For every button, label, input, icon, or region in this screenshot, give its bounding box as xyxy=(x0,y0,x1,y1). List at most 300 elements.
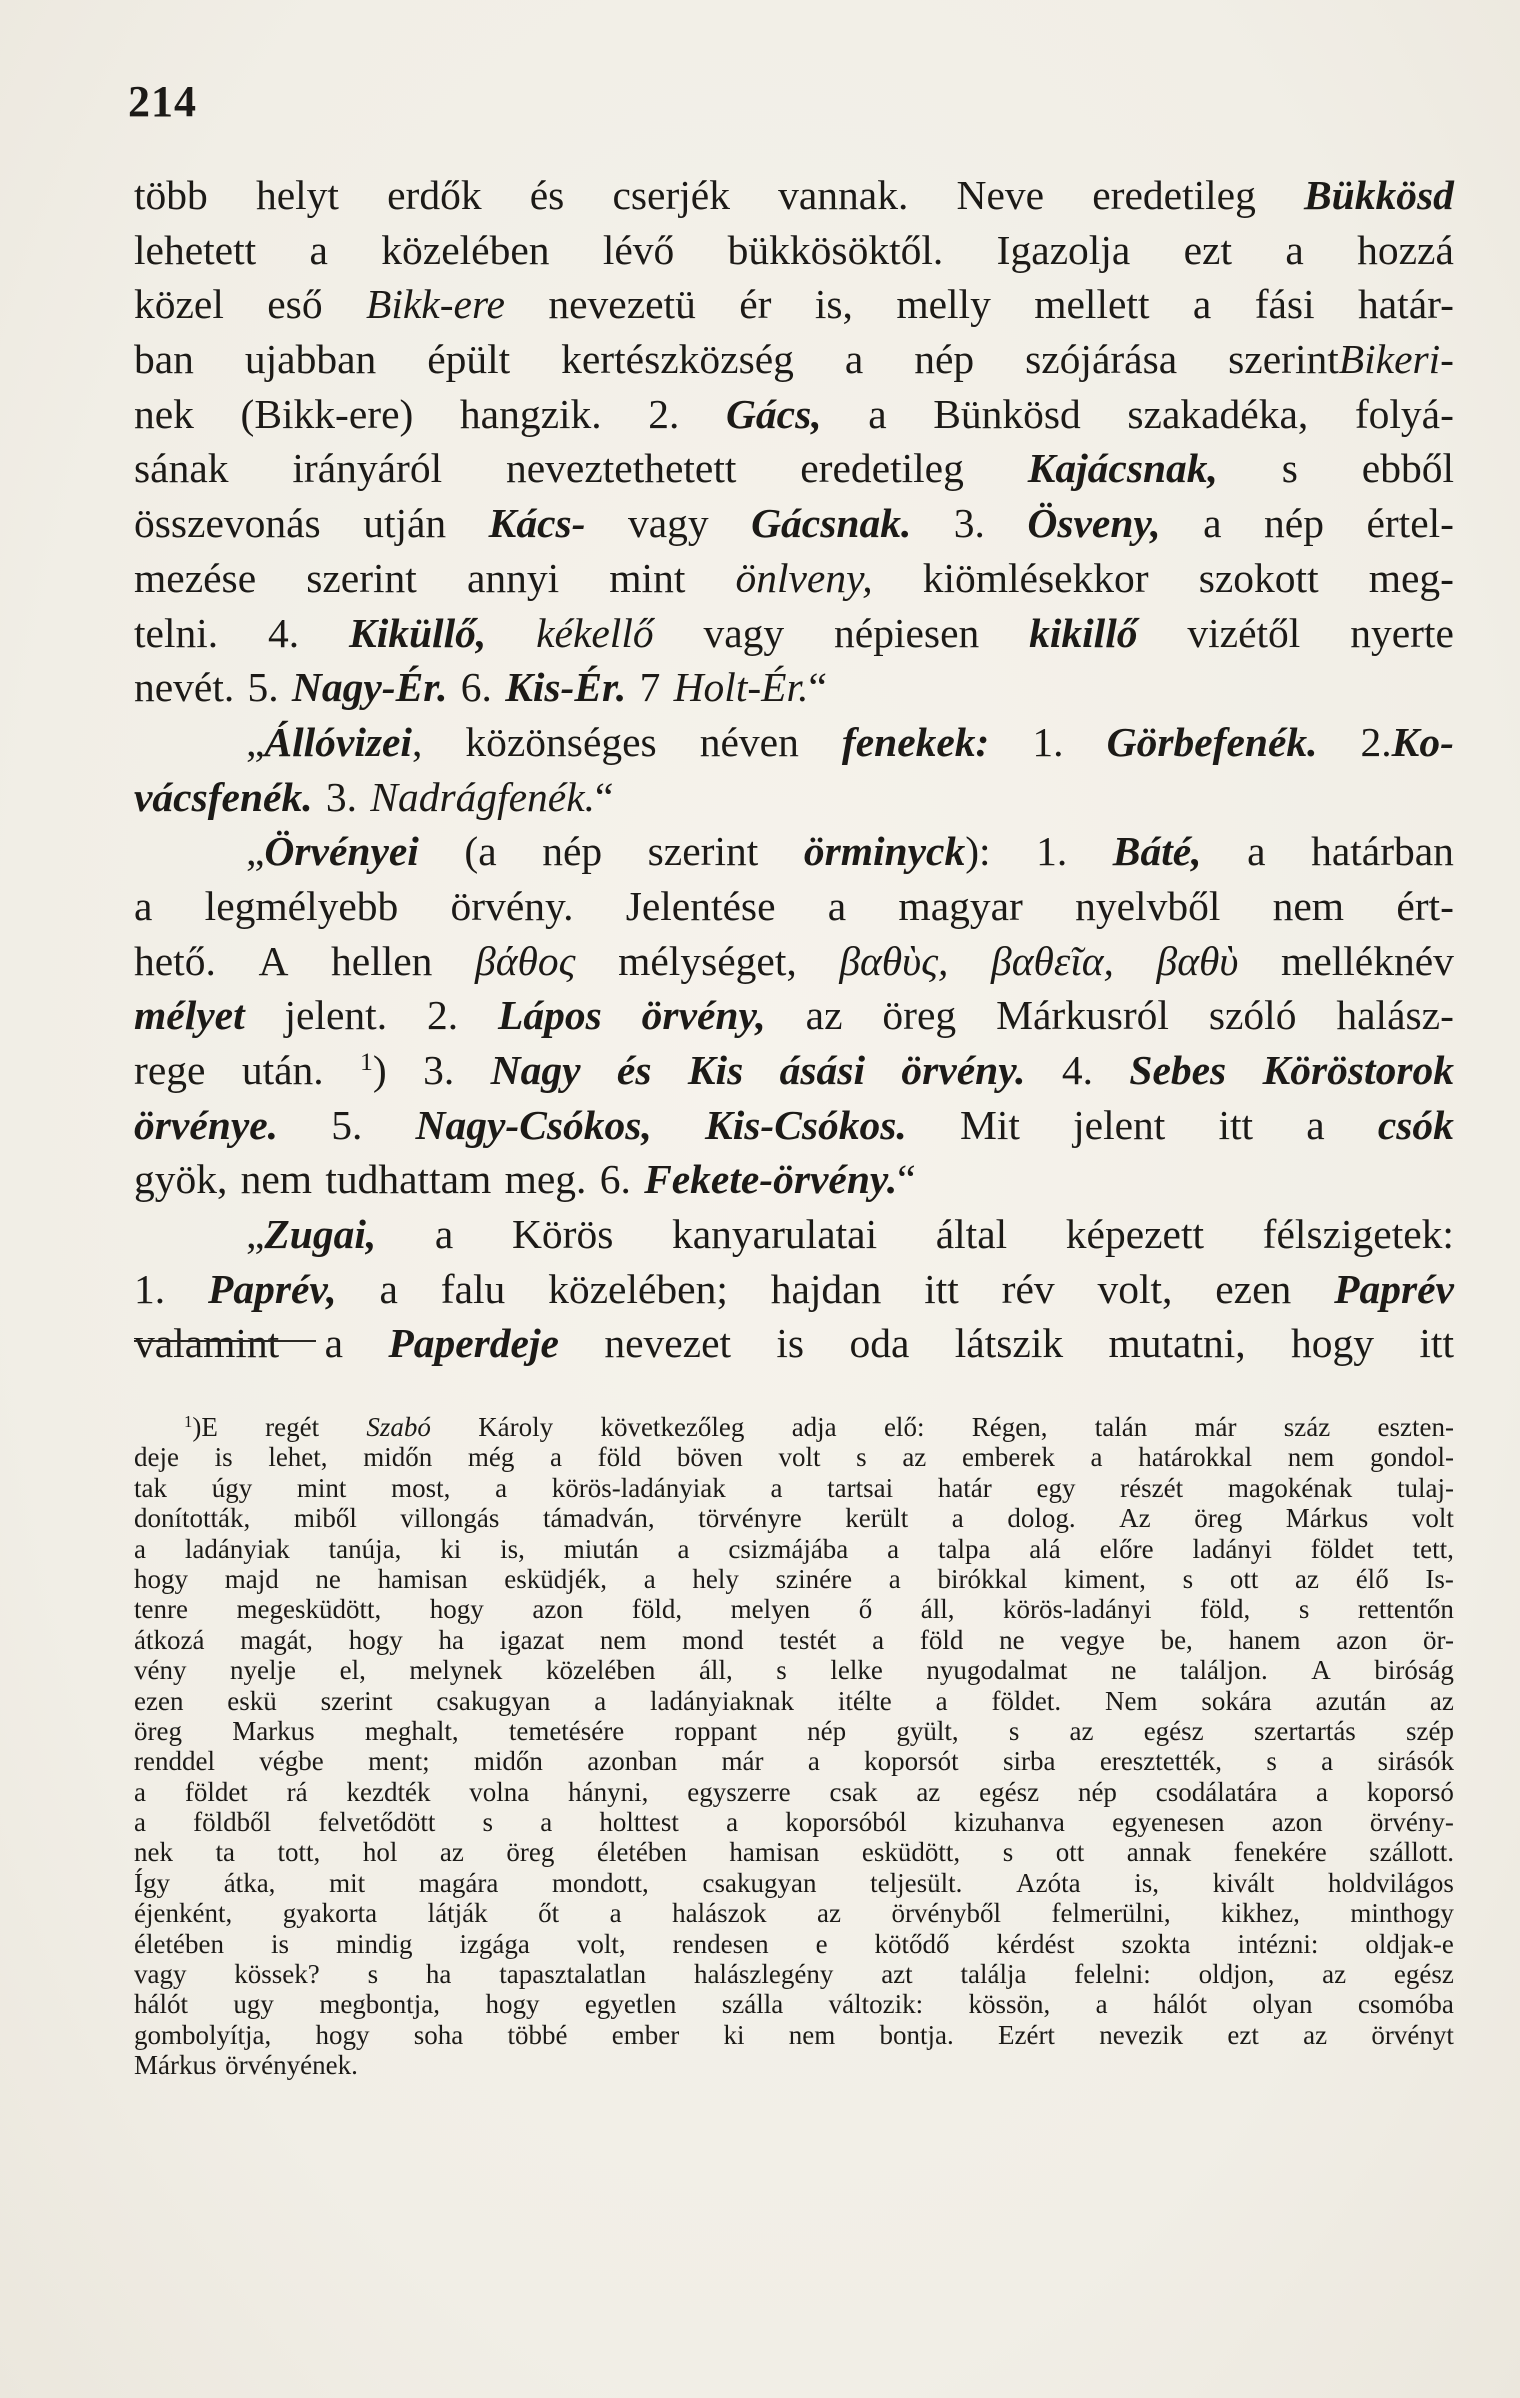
word: a xyxy=(1247,828,1266,875)
word: itt xyxy=(1218,1101,1254,1148)
word: utján xyxy=(363,500,447,547)
word: szerint xyxy=(647,828,759,875)
word: a xyxy=(1316,1776,1329,1807)
word: a xyxy=(1095,1989,1108,2020)
word: meg- xyxy=(1368,554,1454,601)
footnote-text-line xyxy=(134,1989,1454,2019)
word: gyakorta xyxy=(282,1898,378,1929)
body-text-line xyxy=(134,332,1454,387)
word: nevezik xyxy=(1099,2019,1184,2050)
word: oldjon, xyxy=(1198,1959,1275,1990)
word: kizuhanva xyxy=(953,1807,1065,1838)
word: s xyxy=(1008,1715,1020,1746)
word: melly xyxy=(896,281,991,328)
word: eszten- xyxy=(1377,1412,1454,1442)
footnote-text-line xyxy=(134,1655,1454,1685)
word: félszigetek: xyxy=(1262,1211,1454,1258)
word: öreg xyxy=(134,1715,182,1746)
word: tak xyxy=(134,1472,167,1503)
word: kérdést xyxy=(996,1928,1075,1959)
word: 4. xyxy=(268,609,300,656)
word: föld, xyxy=(631,1594,683,1625)
word: tartsai xyxy=(827,1472,894,1503)
word: sirásók xyxy=(1377,1746,1454,1777)
body-text-line xyxy=(134,1207,1454,1262)
word: önlveny, xyxy=(735,554,873,601)
word: a xyxy=(540,1807,553,1838)
word: öreg xyxy=(882,992,957,1039)
word: melléknév xyxy=(1281,937,1454,984)
word: nevét. xyxy=(134,664,235,711)
word: Márkusról xyxy=(996,992,1169,1039)
body-text-line xyxy=(134,1262,1454,1317)
word: átka, xyxy=(223,1867,276,1898)
word: hogy xyxy=(429,1594,484,1625)
word: kössön, xyxy=(968,1989,1051,2020)
word: Bikk-ere xyxy=(365,281,505,328)
word: falu xyxy=(440,1265,506,1312)
word: Kis-Csókos. xyxy=(705,1101,907,1148)
word: renddel xyxy=(134,1746,215,1777)
word: ebből xyxy=(1361,445,1454,492)
word: koporsóból xyxy=(785,1807,907,1838)
word: 3. xyxy=(423,1047,455,1093)
word: jelent. xyxy=(284,992,388,1039)
word: örvény- xyxy=(1369,1807,1454,1838)
word: ezt xyxy=(1227,2019,1259,2050)
word: Az xyxy=(1119,1503,1151,1534)
word: közelében xyxy=(545,1655,656,1686)
body-text-line xyxy=(134,934,1454,989)
word: kikillő xyxy=(1029,609,1138,656)
word: ladányiak xyxy=(184,1533,290,1564)
word: több xyxy=(134,172,208,218)
word: egyenesen xyxy=(1112,1807,1225,1838)
word: látják xyxy=(427,1898,488,1929)
footnote-text-line xyxy=(134,1686,1454,1716)
word: ha xyxy=(438,1624,464,1655)
word: ujabban xyxy=(244,336,377,383)
word: által xyxy=(935,1211,1008,1258)
word: a xyxy=(609,1898,622,1929)
word: hogy xyxy=(1291,1320,1375,1367)
word: deje xyxy=(134,1442,179,1473)
word: annyi xyxy=(466,554,560,601)
word: roppant xyxy=(674,1715,757,1746)
word: ért- xyxy=(1396,882,1454,929)
word: Sebes xyxy=(1129,1047,1227,1093)
word: és xyxy=(616,1047,652,1093)
word: 1. xyxy=(1036,828,1068,875)
word: 1. xyxy=(1032,718,1064,765)
word: Márkus xyxy=(134,2050,217,2081)
word: böven xyxy=(676,1442,743,1473)
word: teljesült. xyxy=(870,1867,963,1898)
word: koporsót xyxy=(864,1746,959,1777)
word: erdők xyxy=(387,172,482,218)
word: elő: xyxy=(883,1412,925,1442)
word: csakugyan xyxy=(702,1867,817,1898)
word: ne xyxy=(999,1624,1025,1655)
word: rév xyxy=(1001,1265,1055,1312)
word: Báté, xyxy=(1112,828,1202,875)
footnote-text-line xyxy=(134,1564,1454,1594)
word: népiesen xyxy=(834,609,980,656)
footnote-separator xyxy=(134,1340,316,1342)
footnote-text-line xyxy=(134,1746,1454,1776)
body-text-line xyxy=(134,1098,1454,1153)
word: mond xyxy=(682,1624,744,1655)
word: hogy xyxy=(348,1624,403,1655)
word: s xyxy=(1002,1837,1014,1868)
word: a xyxy=(324,1320,344,1367)
word: ember xyxy=(611,2019,680,2050)
word: e xyxy=(815,1928,828,1959)
word: örvény. xyxy=(901,1047,1026,1093)
word: a xyxy=(134,882,153,929)
word: egész xyxy=(1393,1959,1454,1990)
word: szállott. xyxy=(1369,1837,1454,1868)
word: olyan xyxy=(1252,1989,1313,2020)
word: izgága xyxy=(459,1928,530,1959)
word: a xyxy=(594,1685,607,1716)
word: Régen, xyxy=(971,1412,1048,1442)
body-text-line xyxy=(134,824,1454,879)
word: a xyxy=(951,1503,964,1534)
word: 2. xyxy=(426,992,459,1039)
word: lehetett xyxy=(134,226,257,273)
word: felvetődött xyxy=(318,1807,436,1838)
word: ezen xyxy=(1215,1265,1292,1312)
word: Kács- xyxy=(488,500,586,547)
word: a xyxy=(134,1807,146,1838)
word: vény xyxy=(134,1655,187,1686)
word: nép xyxy=(1077,1776,1117,1807)
word: 5. xyxy=(247,664,279,711)
word: a xyxy=(726,1807,739,1838)
word: ne xyxy=(1110,1655,1137,1686)
footnote-text-line xyxy=(134,1442,1454,1472)
word: „Örvényei xyxy=(246,828,419,875)
word: közelében; xyxy=(548,1265,728,1312)
word: Ezért xyxy=(997,2019,1055,2050)
word: az xyxy=(916,1776,941,1807)
word: a xyxy=(844,336,864,383)
footnote-text-line xyxy=(134,1807,1454,1837)
word: ne xyxy=(315,1563,341,1594)
word: támadván, xyxy=(542,1503,655,1534)
word: ha xyxy=(425,1959,452,1990)
word: mindig xyxy=(335,1928,413,1959)
page-number: 214 xyxy=(128,77,197,126)
word: körös-ladányi xyxy=(1003,1594,1152,1625)
word: ladányi xyxy=(1192,1533,1272,1564)
word: 6. xyxy=(460,664,492,711)
word: a xyxy=(1321,1746,1334,1777)
word: hető. xyxy=(134,937,216,984)
word: soha xyxy=(413,2019,464,2050)
word: nem xyxy=(788,2019,836,2050)
word: tapasztalatlan xyxy=(499,1959,647,1990)
word: élő xyxy=(1355,1563,1389,1594)
word: öreg xyxy=(506,1837,555,1868)
word: Fekete-örvény.“ xyxy=(644,1156,916,1203)
footnote-text-line xyxy=(134,1837,1454,1867)
word: egyszerre xyxy=(687,1776,791,1807)
word: egész xyxy=(979,1776,1040,1807)
word: az xyxy=(805,992,843,1039)
word: nevezetü xyxy=(548,281,696,328)
word: hamisan xyxy=(729,1837,820,1868)
word: halászok xyxy=(672,1898,767,1929)
word: (Bikk-ere) xyxy=(240,390,414,437)
word: kertészközség xyxy=(561,336,794,383)
word: magára xyxy=(418,1867,499,1898)
word: közönséges xyxy=(465,718,657,765)
word: után. xyxy=(241,1047,324,1093)
word: oda xyxy=(849,1320,910,1367)
word: magát, xyxy=(240,1624,313,1655)
word: 3. xyxy=(325,773,357,820)
word: azon xyxy=(1336,1624,1388,1655)
word: intézni: xyxy=(1237,1928,1319,1959)
word: ladányiaknak xyxy=(650,1685,794,1716)
word: törvényre xyxy=(698,1503,802,1534)
word: kiment, xyxy=(1064,1563,1146,1594)
word: tanúja, xyxy=(328,1533,402,1564)
footnote-text-line xyxy=(134,1777,1454,1807)
word: itélte xyxy=(837,1685,892,1716)
word: Kiküllő, xyxy=(349,609,487,656)
word: rendesen xyxy=(672,1928,769,1959)
word: vagy xyxy=(627,500,709,547)
word: közel xyxy=(134,281,224,328)
body-text-line xyxy=(134,606,1454,661)
word: nép xyxy=(1264,500,1324,547)
word: szertartás xyxy=(1253,1715,1356,1746)
word: ki xyxy=(723,2019,745,2050)
footnote-text-line xyxy=(134,1868,1454,1898)
word: határban xyxy=(1311,828,1454,875)
word: nek xyxy=(134,390,194,437)
word: szokta xyxy=(1121,1928,1191,1959)
word: magyar xyxy=(898,882,1023,929)
word: telni. xyxy=(134,609,219,656)
word: minthogy xyxy=(1350,1898,1454,1929)
word: midőn xyxy=(473,1746,543,1777)
word: nyelje xyxy=(230,1655,297,1686)
word: szokott xyxy=(1198,554,1319,601)
word: s xyxy=(482,1807,494,1838)
word: bontja. xyxy=(879,2019,954,2050)
word: mint xyxy=(609,554,686,601)
word: melynek xyxy=(409,1655,503,1686)
word: sának xyxy=(134,445,229,492)
word: 1. xyxy=(134,1265,166,1312)
word: 6. xyxy=(599,1156,631,1203)
word: az xyxy=(1295,1563,1319,1594)
word: volt, xyxy=(1097,1265,1173,1312)
word: hálót xyxy=(1153,1989,1208,2020)
footnote-text-line xyxy=(134,1625,1454,1655)
word: föld xyxy=(597,1442,642,1473)
word: az xyxy=(1069,1715,1094,1746)
word: helyt xyxy=(255,172,339,218)
word: Paperdeje xyxy=(388,1320,559,1367)
body-text-line xyxy=(134,715,1454,770)
word: oldjak-e xyxy=(1365,1928,1454,1959)
word: A xyxy=(258,937,289,984)
word: Paprév xyxy=(1334,1265,1454,1312)
word: „Állóvizei, xyxy=(246,718,423,765)
footnote-text-line xyxy=(134,2020,1454,2050)
word: testét xyxy=(779,1624,837,1655)
word: megesküdött, xyxy=(236,1594,382,1625)
word: gondol- xyxy=(1369,1442,1454,1473)
word: szóló xyxy=(1208,992,1297,1039)
word: örvényének. xyxy=(225,2050,358,2081)
word: a xyxy=(309,226,328,273)
word: ör- xyxy=(1423,1624,1454,1655)
word: βαθὺ xyxy=(1156,937,1239,984)
word: vagy xyxy=(134,1959,187,1990)
word: Szabó xyxy=(366,1412,431,1442)
word: melyen xyxy=(730,1594,811,1625)
word: Lápos xyxy=(498,992,602,1039)
word: azután xyxy=(1315,1685,1387,1716)
footnote-text-line xyxy=(134,1898,1454,1928)
word: öreg xyxy=(1194,1503,1243,1534)
body-text-line xyxy=(134,660,1454,715)
word: miután xyxy=(563,1533,639,1564)
word: a xyxy=(888,1563,901,1594)
word: vagy xyxy=(703,609,785,656)
word: gyült, xyxy=(896,1715,959,1746)
word: Így xyxy=(134,1867,170,1898)
word: képezett xyxy=(1065,1211,1205,1258)
word: találja xyxy=(960,1959,1027,1990)
word: ugy xyxy=(233,1989,274,2020)
word: irányáról xyxy=(292,445,443,492)
word: talán xyxy=(1094,1412,1148,1442)
word: donították, xyxy=(134,1503,251,1534)
body-text-line xyxy=(134,1316,1454,1371)
word: Is- xyxy=(1425,1563,1454,1594)
word: kössek? xyxy=(234,1959,320,1990)
word: Bünkösd xyxy=(933,390,1081,437)
word: valamint xyxy=(134,1320,280,1367)
word: örvény, xyxy=(641,992,766,1039)
word: eredetileg xyxy=(1092,172,1256,218)
word: kékellő xyxy=(536,609,654,656)
word: azon xyxy=(532,1594,584,1625)
word: megbontja, xyxy=(319,1989,441,2020)
word: is, xyxy=(814,281,853,328)
word: az xyxy=(1322,1959,1347,1990)
word: esküdött, xyxy=(861,1837,961,1868)
word: sokára xyxy=(1201,1685,1272,1716)
word: hozzá xyxy=(1357,226,1454,273)
main-text xyxy=(134,168,1454,1371)
word: eskü xyxy=(227,1685,277,1716)
word: a xyxy=(1203,500,1222,547)
word: a xyxy=(770,1472,783,1503)
word: a xyxy=(677,1533,690,1564)
word: meg. xyxy=(504,1156,587,1203)
word: s xyxy=(1298,1594,1310,1625)
word: nem xyxy=(1287,1442,1335,1473)
word: temetésére xyxy=(508,1715,625,1746)
word: őt xyxy=(538,1898,560,1929)
word: Holt-Ér.“ xyxy=(673,664,827,711)
word: következőleg xyxy=(600,1412,745,1442)
word: lelke xyxy=(830,1655,883,1686)
word: Kis-Ér. xyxy=(505,664,627,711)
word: a xyxy=(643,1563,656,1594)
word: az xyxy=(1429,1685,1454,1716)
word: örminyck): xyxy=(803,828,991,875)
word: fenekek: xyxy=(841,718,990,765)
word: Nem xyxy=(1105,1685,1158,1716)
word: regét xyxy=(265,1412,320,1442)
word: azonban xyxy=(587,1746,678,1777)
word: a xyxy=(1285,226,1304,273)
word: örvényből xyxy=(891,1898,1001,1929)
footnote-text-line xyxy=(134,1594,1454,1624)
word: 2. xyxy=(648,390,680,437)
word: csók xyxy=(1377,1101,1454,1148)
body-text-line xyxy=(134,879,1454,934)
word: a xyxy=(1192,281,1212,328)
word: talpa xyxy=(937,1533,991,1564)
word: áll, xyxy=(920,1594,955,1625)
word: hanem xyxy=(1228,1624,1301,1655)
word: villongás xyxy=(400,1503,500,1534)
word: nyerte xyxy=(1350,609,1454,656)
word: annak xyxy=(1126,1837,1192,1868)
word: látszik xyxy=(954,1320,1064,1367)
word: Igazolja xyxy=(996,226,1131,273)
word: birókkal xyxy=(937,1563,1028,1594)
word: átkozá xyxy=(134,1624,205,1655)
word: földet xyxy=(1310,1533,1374,1564)
word: mélyet xyxy=(134,992,245,1039)
word: s xyxy=(776,1655,787,1686)
body-text-line xyxy=(134,387,1454,442)
word: földet. xyxy=(991,1685,1062,1716)
footnote-text-line xyxy=(134,1929,1454,1959)
word: sirba xyxy=(1003,1746,1056,1777)
word: volt xyxy=(1411,1503,1454,1534)
word: többé xyxy=(507,2019,568,2050)
word: úgy xyxy=(211,1472,253,1503)
word: hogy xyxy=(315,2019,370,2050)
body-text-line xyxy=(134,168,1454,223)
word: határ- xyxy=(1358,281,1454,328)
word: változik: xyxy=(828,1989,924,2020)
word: nép xyxy=(807,1715,847,1746)
word: Kis xyxy=(687,1047,744,1093)
word: cserjék xyxy=(612,172,730,218)
word: hellen xyxy=(331,937,433,984)
word: s xyxy=(1266,1746,1277,1777)
footnote-text-line xyxy=(134,1959,1454,1989)
word: be, xyxy=(1160,1624,1193,1655)
word: dolog. xyxy=(1007,1503,1076,1534)
word: 4. xyxy=(1061,1047,1093,1093)
word: hangzik. xyxy=(459,390,602,437)
word: igazat xyxy=(499,1624,565,1655)
